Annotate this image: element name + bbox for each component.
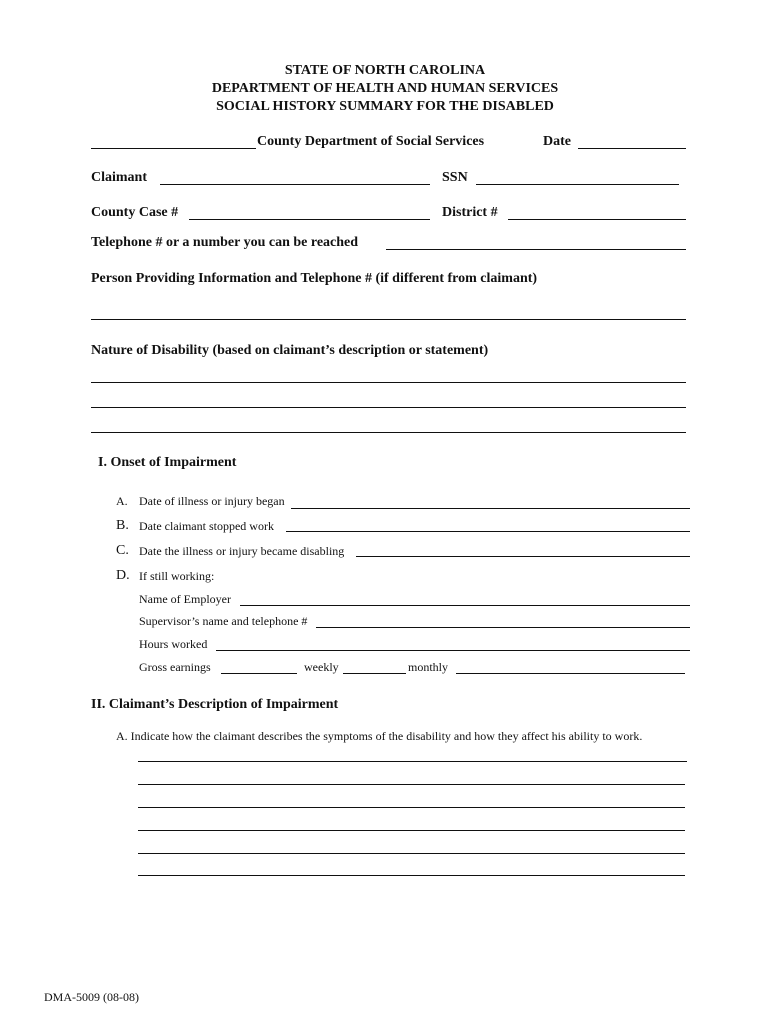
ssn-field[interactable] xyxy=(476,170,679,185)
header-line-1: STATE OF NORTH CAROLINA xyxy=(284,63,486,78)
date-field[interactable] xyxy=(578,134,686,149)
claimant-field[interactable] xyxy=(160,170,430,185)
section-2-item-a: A. Indicate how the claimant describes the symptoms of the disability and how they affect his ability to work. xyxy=(116,729,643,743)
stopped-work-field[interactable] xyxy=(286,517,690,532)
description-line-3[interactable] xyxy=(138,793,685,808)
monthly-label: monthly xyxy=(408,660,449,674)
weekly-field[interactable] xyxy=(221,659,297,674)
gross-earnings-label: Gross earnings xyxy=(139,660,211,674)
description-line-6[interactable] xyxy=(138,861,685,876)
onset-date-label: Date of illness or injury began xyxy=(139,494,285,508)
weekly-label: weekly xyxy=(304,660,339,674)
telephone-label: Telephone # or a number you can be reached xyxy=(91,235,359,250)
description-line-4[interactable] xyxy=(138,816,685,831)
disabling-date-label: Date the illness or injury became disabling xyxy=(139,544,345,558)
item-d-letter: D. xyxy=(116,568,130,583)
description-line-2[interactable] xyxy=(138,770,685,785)
telephone-field[interactable] xyxy=(386,235,686,250)
person-providing-field[interactable] xyxy=(91,305,686,320)
description-line-1[interactable] xyxy=(138,747,687,762)
section-2-heading: II. Claimant’s Description of Impairment xyxy=(91,697,339,712)
header-line-3: SOCIAL HISTORY SUMMARY FOR THE DISABLED xyxy=(216,99,554,114)
disabling-date-field[interactable] xyxy=(356,542,690,557)
county-case-label: County Case # xyxy=(91,205,179,220)
supervisor-field[interactable] xyxy=(316,613,690,628)
date-label: Date xyxy=(543,134,571,149)
item-c-letter: C. xyxy=(116,543,129,558)
ssn-label: SSN xyxy=(442,170,468,185)
supervisor-label: Supervisor’s name and telephone # xyxy=(139,614,308,628)
hours-label: Hours worked xyxy=(139,637,208,651)
county-label: County Department of Social Services xyxy=(257,134,485,149)
header-line-2: DEPARTMENT OF HEALTH AND HUMAN SERVICES xyxy=(211,81,559,96)
gross-earnings-extra-field[interactable] xyxy=(456,659,685,674)
section-1-heading: I. Onset of Impairment xyxy=(98,455,237,470)
nature-field-line-1[interactable] xyxy=(91,368,686,383)
district-label: District # xyxy=(442,205,498,220)
person-providing-label: Person Providing Information and Telephone # (if different from claimant) xyxy=(91,271,538,286)
county-name-field[interactable] xyxy=(91,134,256,149)
nature-field-line-2[interactable] xyxy=(91,393,686,408)
nature-label: Nature of Disability (based on claimant’s description or statement) xyxy=(91,343,489,358)
item-b-letter: B. xyxy=(116,518,129,533)
hours-field[interactable] xyxy=(216,636,690,651)
nature-field-line-3[interactable] xyxy=(91,418,686,433)
district-field[interactable] xyxy=(508,205,686,220)
employer-label: Name of Employer xyxy=(139,592,231,606)
stopped-work-label: Date claimant stopped work xyxy=(139,519,274,533)
description-line-5[interactable] xyxy=(138,839,685,854)
onset-date-field[interactable] xyxy=(291,494,690,509)
county-case-field[interactable] xyxy=(189,205,430,220)
employer-field[interactable] xyxy=(240,591,690,606)
claimant-label: Claimant xyxy=(91,170,147,185)
still-working-label: If still working: xyxy=(139,569,215,583)
form-number: DMA-5009 (08-08) xyxy=(44,990,139,1004)
monthly-field[interactable] xyxy=(343,659,406,674)
item-a-letter: A. xyxy=(116,494,128,508)
